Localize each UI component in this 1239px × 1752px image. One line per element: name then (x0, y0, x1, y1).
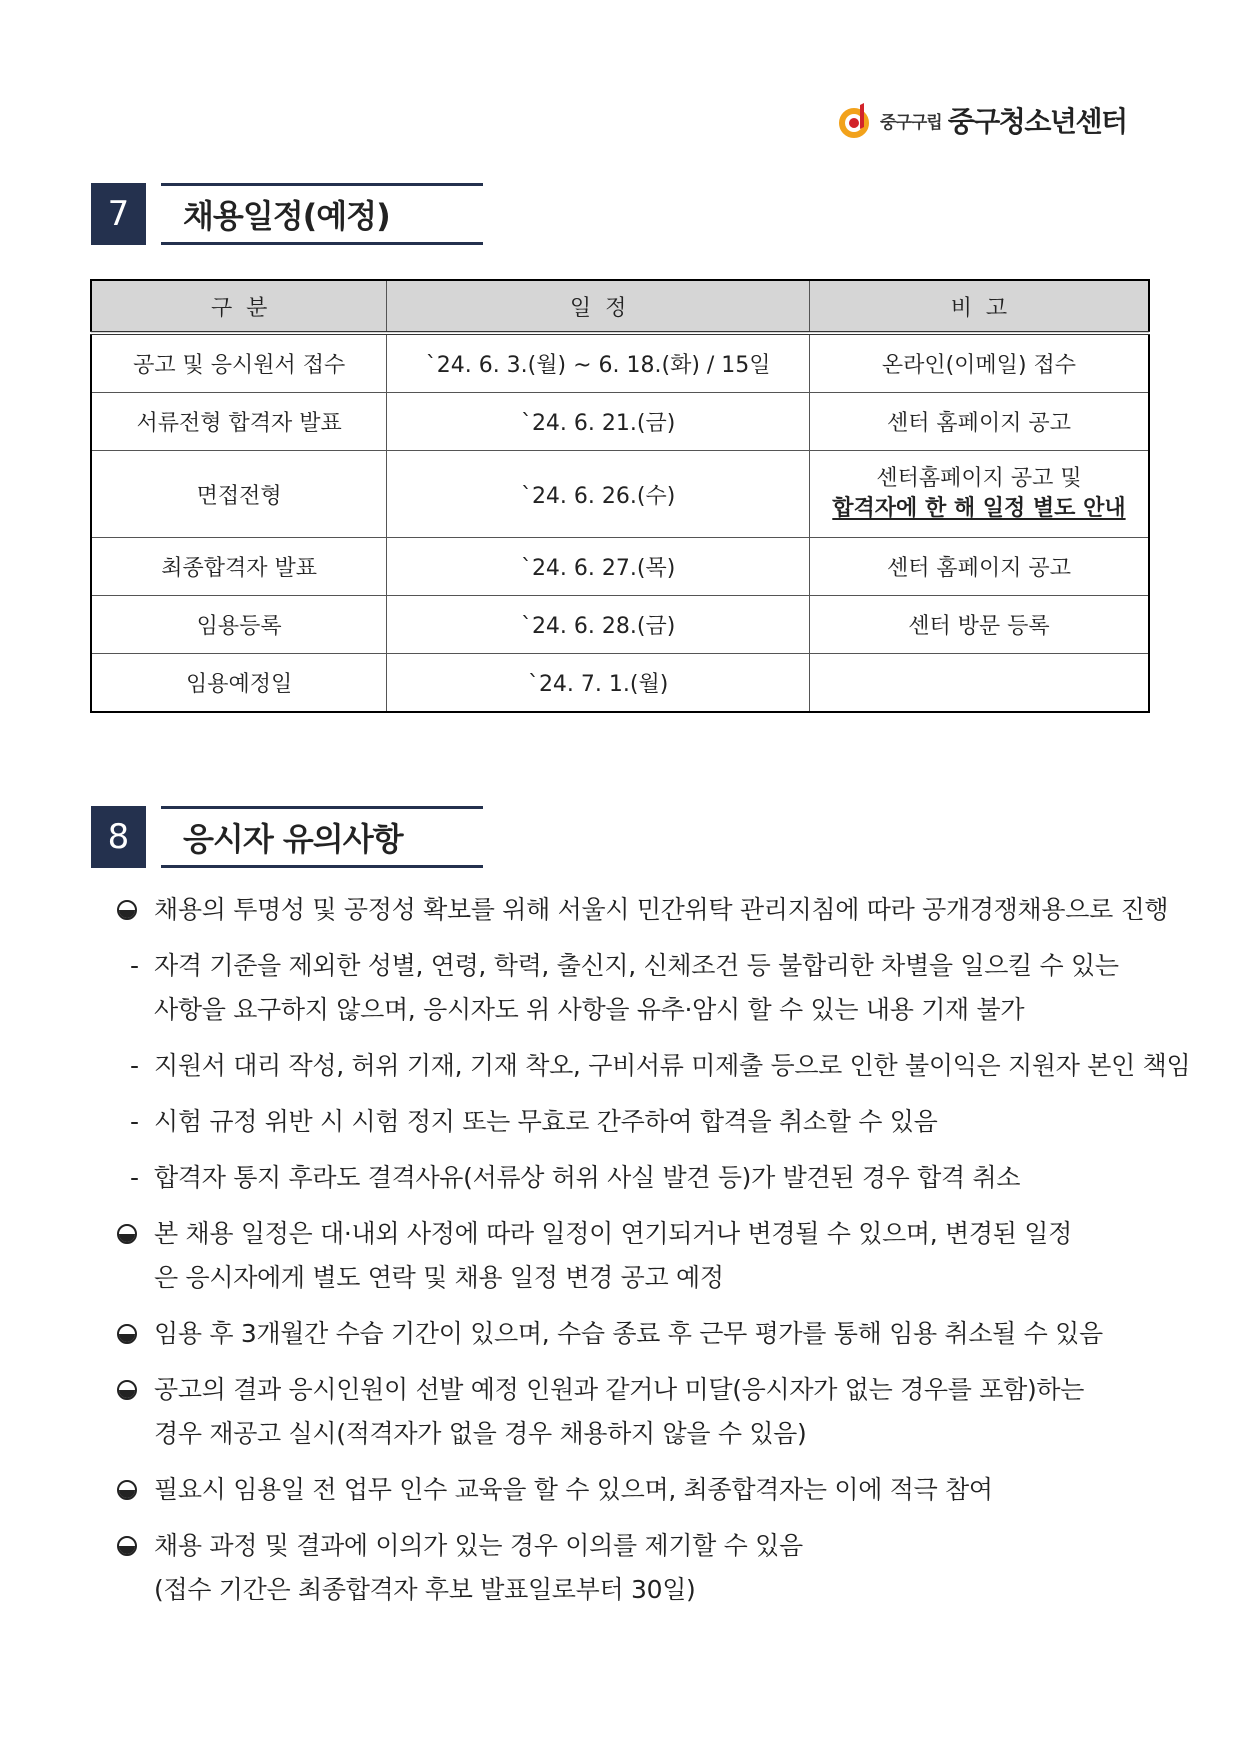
table-row (91, 538, 1149, 596)
note-text: 은 응시자에게 별도 연락 및 채용 일정 변경 공고 예정 (154, 1263, 724, 1292)
list-item (114, 1368, 1154, 1456)
dash-bullet-icon: - (130, 1051, 139, 1080)
cell-note: 센터 홈페이지 공고 (809, 393, 1149, 451)
list-item (114, 1524, 1154, 1612)
list-item (114, 1312, 1154, 1356)
note-line-1: 센터홈페이지 공고 및 (876, 466, 1082, 491)
note-text: 합격자 통지 후라도 결격사유(서류상 허위 사실 발견 등)가 발견된 경우 합격 취소 (154, 1163, 1021, 1192)
cell-schedule: `24. 6. 28.(금) (387, 596, 810, 654)
cell-category: 임용예정일 (91, 654, 387, 713)
note-line-2: 합격자에 한 해 일정 별도 안내 (832, 496, 1126, 521)
logo-title: 중구청소년센터 (947, 105, 1127, 138)
cell-note: 센터 홈페이지 공고 (809, 538, 1149, 596)
cell-schedule: `24. 7. 1.(월) (387, 654, 810, 713)
list-item (114, 1156, 1154, 1200)
dash-bullet-icon: - (130, 1107, 139, 1136)
table-row (91, 333, 1149, 393)
note-text: (접수 기간은 최종합격자 후보 발표일로부터 30일) (154, 1575, 696, 1604)
cell-schedule: `24. 6. 21.(금) (387, 393, 810, 451)
table-row (91, 654, 1149, 713)
section-number: 8 (91, 806, 146, 868)
bowl-bullet-icon (116, 1468, 142, 1512)
bowl-bullet-icon (116, 1312, 142, 1356)
section-title: 응시자 유의사항 (161, 806, 483, 868)
list-item (114, 888, 1169, 932)
bowl-bullet-icon (116, 1368, 142, 1412)
cell-schedule: `24. 6. 3.(월) ~ 6. 18.(화) / 15일 (387, 333, 810, 393)
section-title: 채용일정(예정) (161, 183, 483, 245)
schedule-table (90, 279, 1150, 713)
note-text: 본 채용 일정은 대·내외 사정에 따라 일정이 연기되거나 변경될 수 있으며, 변경된 일정 (154, 1219, 1072, 1248)
dash-bullet-icon: - (130, 1163, 139, 1192)
bowl-bullet-icon (116, 1212, 142, 1256)
note-text: 채용 과정 및 결과에 이의가 있는 경우 이의를 제기할 수 있음 (154, 1531, 803, 1560)
cell-note (809, 451, 1149, 538)
note-text: 임용 후 3개월간 수습 기간이 있으며, 수습 종료 후 근무 평가를 통해 임용 취소될 수 있음 (154, 1319, 1103, 1348)
note-text: 채용의 투명성 및 공정성 확보를 위해 서울시 민간위탁 관리지침에 따라 공개경쟁채용으로 진행 (154, 895, 1169, 924)
cell-note: 센터 방문 등록 (809, 596, 1149, 654)
cell-category: 임용등록 (91, 596, 387, 654)
logo-subtitle: 중구구립 (880, 112, 942, 133)
list-item (114, 1044, 1191, 1088)
table-row (91, 451, 1149, 538)
list-item (114, 1212, 1154, 1300)
dash-bullet-icon: - (130, 951, 139, 980)
note-text: 자격 기준을 제외한 성별, 연령, 학력, 출신지, 신체조건 등 불합리한 차별을 일으킬 수 있는 (154, 951, 1119, 980)
note-text: 지원서 대리 작성, 허위 기재, 기재 착오, 구비서류 미제출 등으로 인한 불이익은 지원자 본인 책임 (154, 1051, 1191, 1080)
header-note: 비 고 (809, 280, 1149, 333)
cell-category: 최종합격자 발표 (91, 538, 387, 596)
bowl-bullet-icon (116, 888, 142, 932)
cell-note (809, 654, 1149, 713)
table-header-row (91, 280, 1149, 333)
notes-list (114, 888, 1191, 1624)
table-row (91, 596, 1149, 654)
note-text: 시험 규정 위반 시 시험 정지 또는 무효로 간주하여 합격을 취소할 수 있음 (154, 1107, 938, 1136)
cell-category: 서류전형 합격자 발표 (91, 393, 387, 451)
cell-note: 온라인(이메일) 접수 (809, 333, 1149, 393)
cell-category: 면접전형 (91, 451, 387, 538)
section-number: 7 (91, 183, 146, 245)
logo (838, 100, 1127, 140)
note-text: 필요시 임용일 전 업무 인수 교육을 할 수 있으며, 최종합격자는 이에 적극 참여 (154, 1475, 993, 1504)
note-text: 공고의 결과 응시인원이 선발 예정 인원과 같거나 미달(응시자가 없는 경우를 포함)하는 (154, 1375, 1085, 1404)
cell-schedule: `24. 6. 27.(목) (387, 538, 810, 596)
header-schedule: 일 정 (387, 280, 810, 333)
cell-schedule: `24. 6. 26.(수) (387, 451, 810, 538)
note-text: 사항을 요구하지 않으며, 응시자도 위 사항을 유추·암시 할 수 있는 내용 기재 불가 (154, 995, 1025, 1024)
list-item (114, 1468, 1154, 1512)
bowl-bullet-icon (116, 1524, 142, 1568)
list-item (114, 1100, 1154, 1144)
cell-category: 공고 및 응시원서 접수 (91, 333, 387, 393)
table-row (91, 393, 1149, 451)
logo-mark-icon (838, 101, 874, 139)
note-text: 경우 재공고 실시(적격자가 없을 경우 채용하지 않을 수 있음) (154, 1419, 807, 1448)
list-item (114, 944, 1154, 1032)
header-category: 구 분 (91, 280, 387, 333)
